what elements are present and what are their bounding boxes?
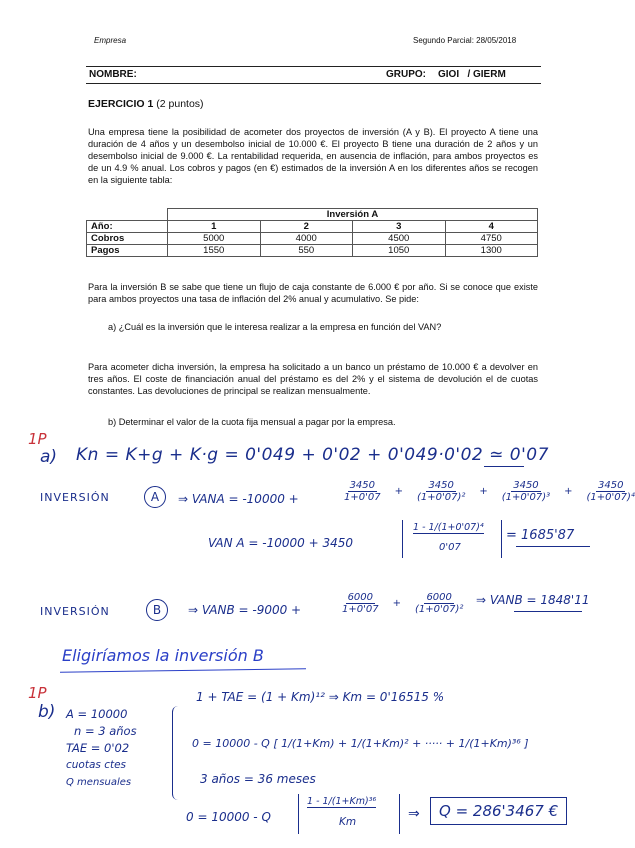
exercise-points: (2 puntos) xyxy=(156,98,204,110)
van-b-term: $\frac{6000}{\text{(1+0'07)²}}$ xyxy=(414,592,464,615)
annuity-equation: 0 = 10000 - Q [ 1/(1+Km) + 1/(1+Km)² + ····· + 1/(1+Km)³⁶ ] xyxy=(192,737,529,750)
tae-equation: 1 + TAE = (1 + Km)¹² ⇒ Km = 0'16515 % xyxy=(196,690,445,704)
exercise-title xyxy=(88,98,204,110)
van-b-terms: $\frac{6000}{1+0'07}$ + $\frac{6000}{\text{(1+0'07)²}}$ xyxy=(342,592,464,615)
final-bracket xyxy=(298,794,400,834)
van-a-term: $\frac{3450}{1+0'07}$ xyxy=(344,480,381,503)
name-bar xyxy=(86,66,541,84)
table-title: Inversión A xyxy=(168,209,538,221)
list-item: TAE = 0'02 xyxy=(66,741,130,755)
table-title-row xyxy=(87,209,538,221)
table-cell: 4 xyxy=(445,221,538,233)
list-item: A = 10000 xyxy=(66,707,128,721)
van-a-term: $\frac{3450}{\text{(1+0'07)²}}$ xyxy=(416,480,466,503)
question-a: a) ¿Cuál es la inversión que le interesa realizar a la empresa en función del VAN? xyxy=(108,322,442,332)
part-b-label: b) xyxy=(38,702,56,722)
table-cell: 1050 xyxy=(353,245,446,257)
points-a-mark: 1P xyxy=(28,430,47,448)
table-cell: 4000 xyxy=(260,233,353,245)
list-item: Q mensuales xyxy=(66,777,132,788)
van-a2-lhs: VAN A = -10000 + 3450 xyxy=(208,536,354,550)
loan-paragraph: Para acometer dicha inversión, la empresa ha solicitado a un banco un préstamo de 10.000 € a devolver en tres años. El coste de financiación anual del préstamo es del 2% y el sistema de devolución el de cuotas constantes. Las devoluciones de principal se realizan mensualmente. xyxy=(88,362,538,396)
investment-b-paragraph: Para la inversión B se sabe que tiene un flujo de caja constante de 6.000 € por año. Si se conoce que existe para ambos proyectos una tasa de inflación del 2% anual y acumulativo. Se pide: xyxy=(88,282,538,304)
van-b-result: ⇒ VANB = 1848'11 xyxy=(476,593,590,607)
van-a-result-underline xyxy=(516,546,590,547)
final-denominator: Km xyxy=(339,816,357,828)
van-b-term: $\frac{6000}{1+0'07}$ xyxy=(342,592,379,615)
inv-a-label: INVERSIÓN xyxy=(40,491,110,504)
van-a-result: = 1685'87 xyxy=(506,528,575,543)
table-cell: 1300 xyxy=(445,245,538,257)
van-b-lhs: ⇒ VANB = -9000 + xyxy=(188,603,302,617)
table-cell: 2 xyxy=(260,221,353,233)
conclusion: Eligiríamos la inversión B xyxy=(62,646,264,665)
final-result-box: Q = 286'3467 € xyxy=(430,797,567,825)
kn-formula: Kn = K+g + K·g = 0'049 + 0'02 + 0'049·0'02 ≃ 0'07 xyxy=(76,445,549,465)
group-label: GRUPO: xyxy=(386,69,426,80)
question-b: b) Determinar el valor de la cuota fija mensual a pagar por la empresa. xyxy=(108,417,396,427)
data-list xyxy=(66,706,137,791)
intro-paragraph: Una empresa tiene la posibilidad de acometer dos proyectos de inversión (A y B). El proyecto A tiene una duración de 4 años y un desembolso inicial de 10.000 €. El proyecto B tiene una duración de 2 años y un desembolso inicial de 9.000 €. La rentabilidad requerida, en ausencia de inflación, para ambos proyectos es de un 4.9 % anual. Los cobros y pagos (en €) estimados de la inversión A en los diferentes años se recogen en la siguiente tabla: xyxy=(88,127,538,185)
conclusion-underline xyxy=(60,668,306,672)
table-row xyxy=(87,233,538,245)
header-exam-date: Segundo Parcial: 28/05/2018 xyxy=(413,36,517,45)
years-equation: 3 años = 36 meses xyxy=(200,772,316,786)
data-brace xyxy=(172,706,181,800)
table-cell: 1 xyxy=(168,221,261,233)
kn-underline xyxy=(484,466,524,467)
table-row xyxy=(87,221,538,233)
van-a-term: $\frac{3450}{\text{(1+0'07)⁴}}$ xyxy=(586,480,635,503)
list-item: cuotas ctes xyxy=(66,759,127,771)
row-label: Pagos xyxy=(87,245,168,257)
table-cell: 3 xyxy=(353,221,446,233)
table-cell: 4750 xyxy=(445,233,538,245)
van-a-terms: $\frac{3450}{1+0'07}$ + $\frac{3450}{\text{(1+0'07)²}}$ + $\frac{3450}{\text{(1+0'07)³}}$ + $\frac{3450}{\text{(1+0'07)⁴}}$ xyxy=(344,480,635,503)
van-a-lhs: ⇒ VANA = -10000 + xyxy=(178,492,299,506)
exercise-number: EJERCICIO 1 xyxy=(88,98,154,110)
implies-arrow: ⇒ xyxy=(408,806,420,822)
part-a-label: a) xyxy=(40,447,58,467)
inv-b-label: INVERSIÓN xyxy=(40,605,110,618)
table-cell: 550 xyxy=(260,245,353,257)
table-row xyxy=(87,245,538,257)
van-a2-numerator: 1 - 1/(1+0'07)⁴ xyxy=(413,522,484,533)
row-label: Cobros xyxy=(87,233,168,245)
row-label: Año: xyxy=(87,221,168,233)
van-a2-denominator: 0'07 xyxy=(439,542,461,553)
table-cell: 1550 xyxy=(168,245,261,257)
group-values: GIOI / GIERM xyxy=(438,69,506,80)
van-a2-bracket xyxy=(402,520,502,558)
points-b-mark: 1P xyxy=(28,684,47,702)
inv-a-circle: A xyxy=(144,486,166,508)
final-lhs: 0 = 10000 - Q xyxy=(186,810,271,824)
header-subject: Empresa xyxy=(94,36,127,45)
table-cell: 5000 xyxy=(168,233,261,245)
table-cell: 4500 xyxy=(353,233,446,245)
van-b-result-underline xyxy=(514,611,582,612)
van-a-term: $\frac{3450}{\text{(1+0'07)³}}$ xyxy=(501,480,551,503)
inv-b-circle: B xyxy=(146,599,168,621)
final-numerator: 1 - 1/(1+Km)³⁶ xyxy=(307,796,377,807)
name-label: NOMBRE: xyxy=(89,69,137,80)
list-item: n = 3 años xyxy=(74,724,137,738)
investment-a-table xyxy=(86,208,538,257)
